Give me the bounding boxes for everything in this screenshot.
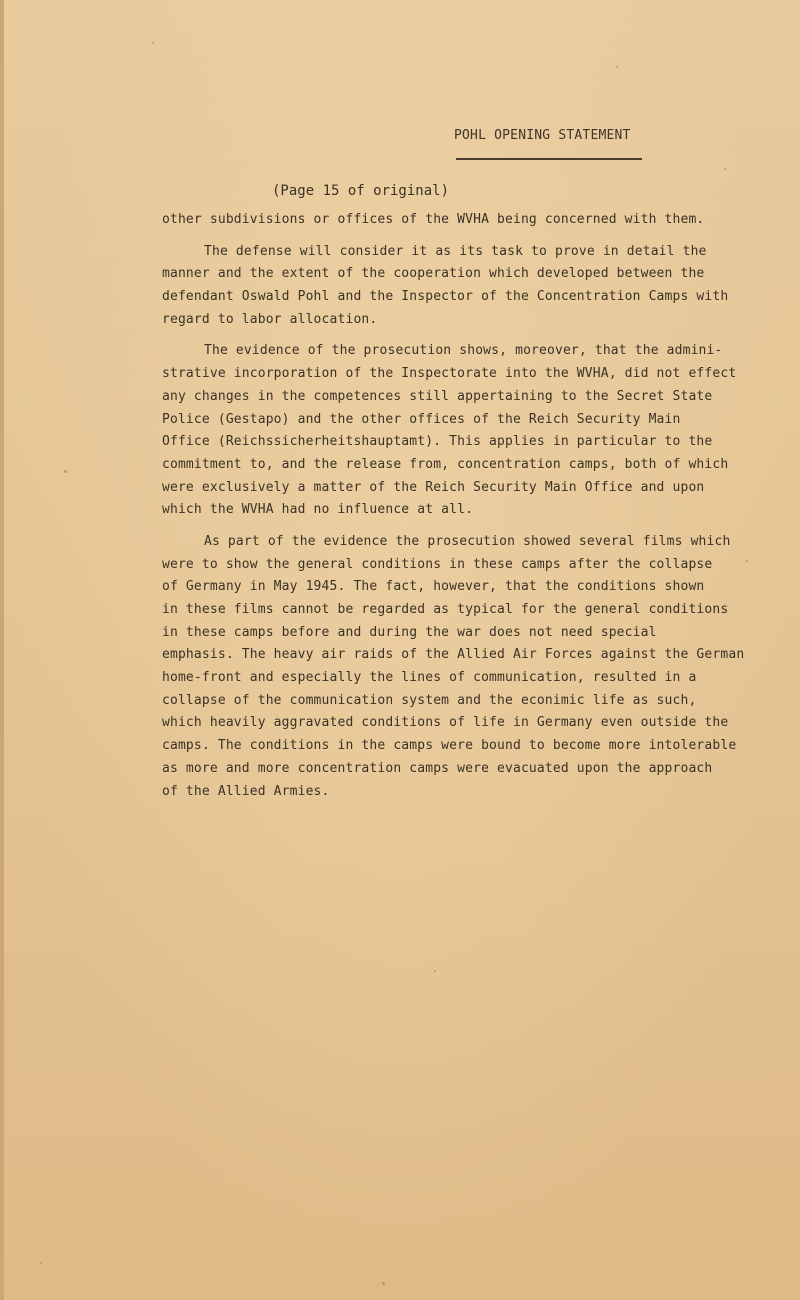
text-line: of Germany in May 1945. The fact, however, that the conditions shown bbox=[162, 579, 705, 595]
text-line: The evidence of the prosecution shows, moreover, that the admini- bbox=[204, 343, 723, 359]
text-line: commitment to, and the release from, concentration camps, both of which bbox=[162, 456, 729, 472]
paper-speck bbox=[40, 1262, 42, 1264]
text-line: strative incorporation of the Inspectorate into the WVHA, did not effect bbox=[162, 366, 737, 382]
paper-speck bbox=[382, 1282, 385, 1285]
paragraph bbox=[162, 531, 772, 803]
text-line: in these camps before and during the war does not need special bbox=[162, 624, 657, 640]
text-line: of the Allied Armies. bbox=[162, 783, 330, 799]
text-line: Office (Reichssicherheitshauptamt). This applies in particular to the bbox=[162, 434, 713, 450]
page-reference: (Page 15 of original) bbox=[272, 183, 450, 199]
text-line: which heavily aggravated conditions of life in Germany even outside the bbox=[162, 715, 729, 731]
text-line: any changes in the competences still appertaining to the Secret State bbox=[162, 388, 713, 404]
text-line: collapse of the communication system and the econimic life as such, bbox=[162, 692, 697, 708]
text-line: As part of the evidence the prosecution showed several films which bbox=[204, 533, 731, 549]
text-line: as more and more concentration camps were evacuated upon the approach bbox=[162, 760, 713, 776]
paper-speck bbox=[434, 970, 436, 972]
paragraph bbox=[162, 209, 772, 232]
text-line: camps. The conditions in the camps were bound to become more intolerable bbox=[162, 738, 737, 754]
paper-speck bbox=[64, 470, 67, 473]
paper-speck bbox=[616, 66, 618, 68]
text-line: other subdivisions or offices of the WVHA being concerned with them. bbox=[162, 212, 705, 227]
text-line: home-front and especially the lines of communication, resulted in a bbox=[162, 670, 697, 686]
text-line: regard to labor allocation. bbox=[162, 311, 378, 327]
text-line: emphasis. The heavy air raids of the Allied Air Forces against the German bbox=[162, 647, 745, 663]
text-line: manner and the extent of the cooperation which developed between the bbox=[162, 266, 705, 282]
text-line: in these films cannot be regarded as typical for the general conditions bbox=[162, 602, 729, 617]
paragraph bbox=[162, 340, 772, 522]
paragraph bbox=[162, 241, 772, 332]
text-line: which the WVHA had no influence at all. bbox=[162, 502, 474, 518]
text-line: The defense will consider it as its task to prove in detail the bbox=[204, 243, 707, 259]
paper-speck bbox=[724, 168, 726, 170]
header-underline bbox=[456, 158, 642, 160]
paper-speck bbox=[152, 42, 154, 44]
body-text bbox=[162, 209, 772, 803]
document-header: POHL OPENING STATEMENT bbox=[454, 128, 631, 143]
text-line: were exclusively a matter of the Reich Security Main Office and upon bbox=[162, 479, 705, 495]
text-line: were to show the general conditions in these camps after the collapse bbox=[162, 556, 713, 572]
text-line: defendant Oswald Pohl and the Inspector of the Concentration Camps with bbox=[162, 289, 729, 305]
text-line: Police (Gestapo) and the other offices of the Reich Security Main bbox=[162, 411, 681, 427]
